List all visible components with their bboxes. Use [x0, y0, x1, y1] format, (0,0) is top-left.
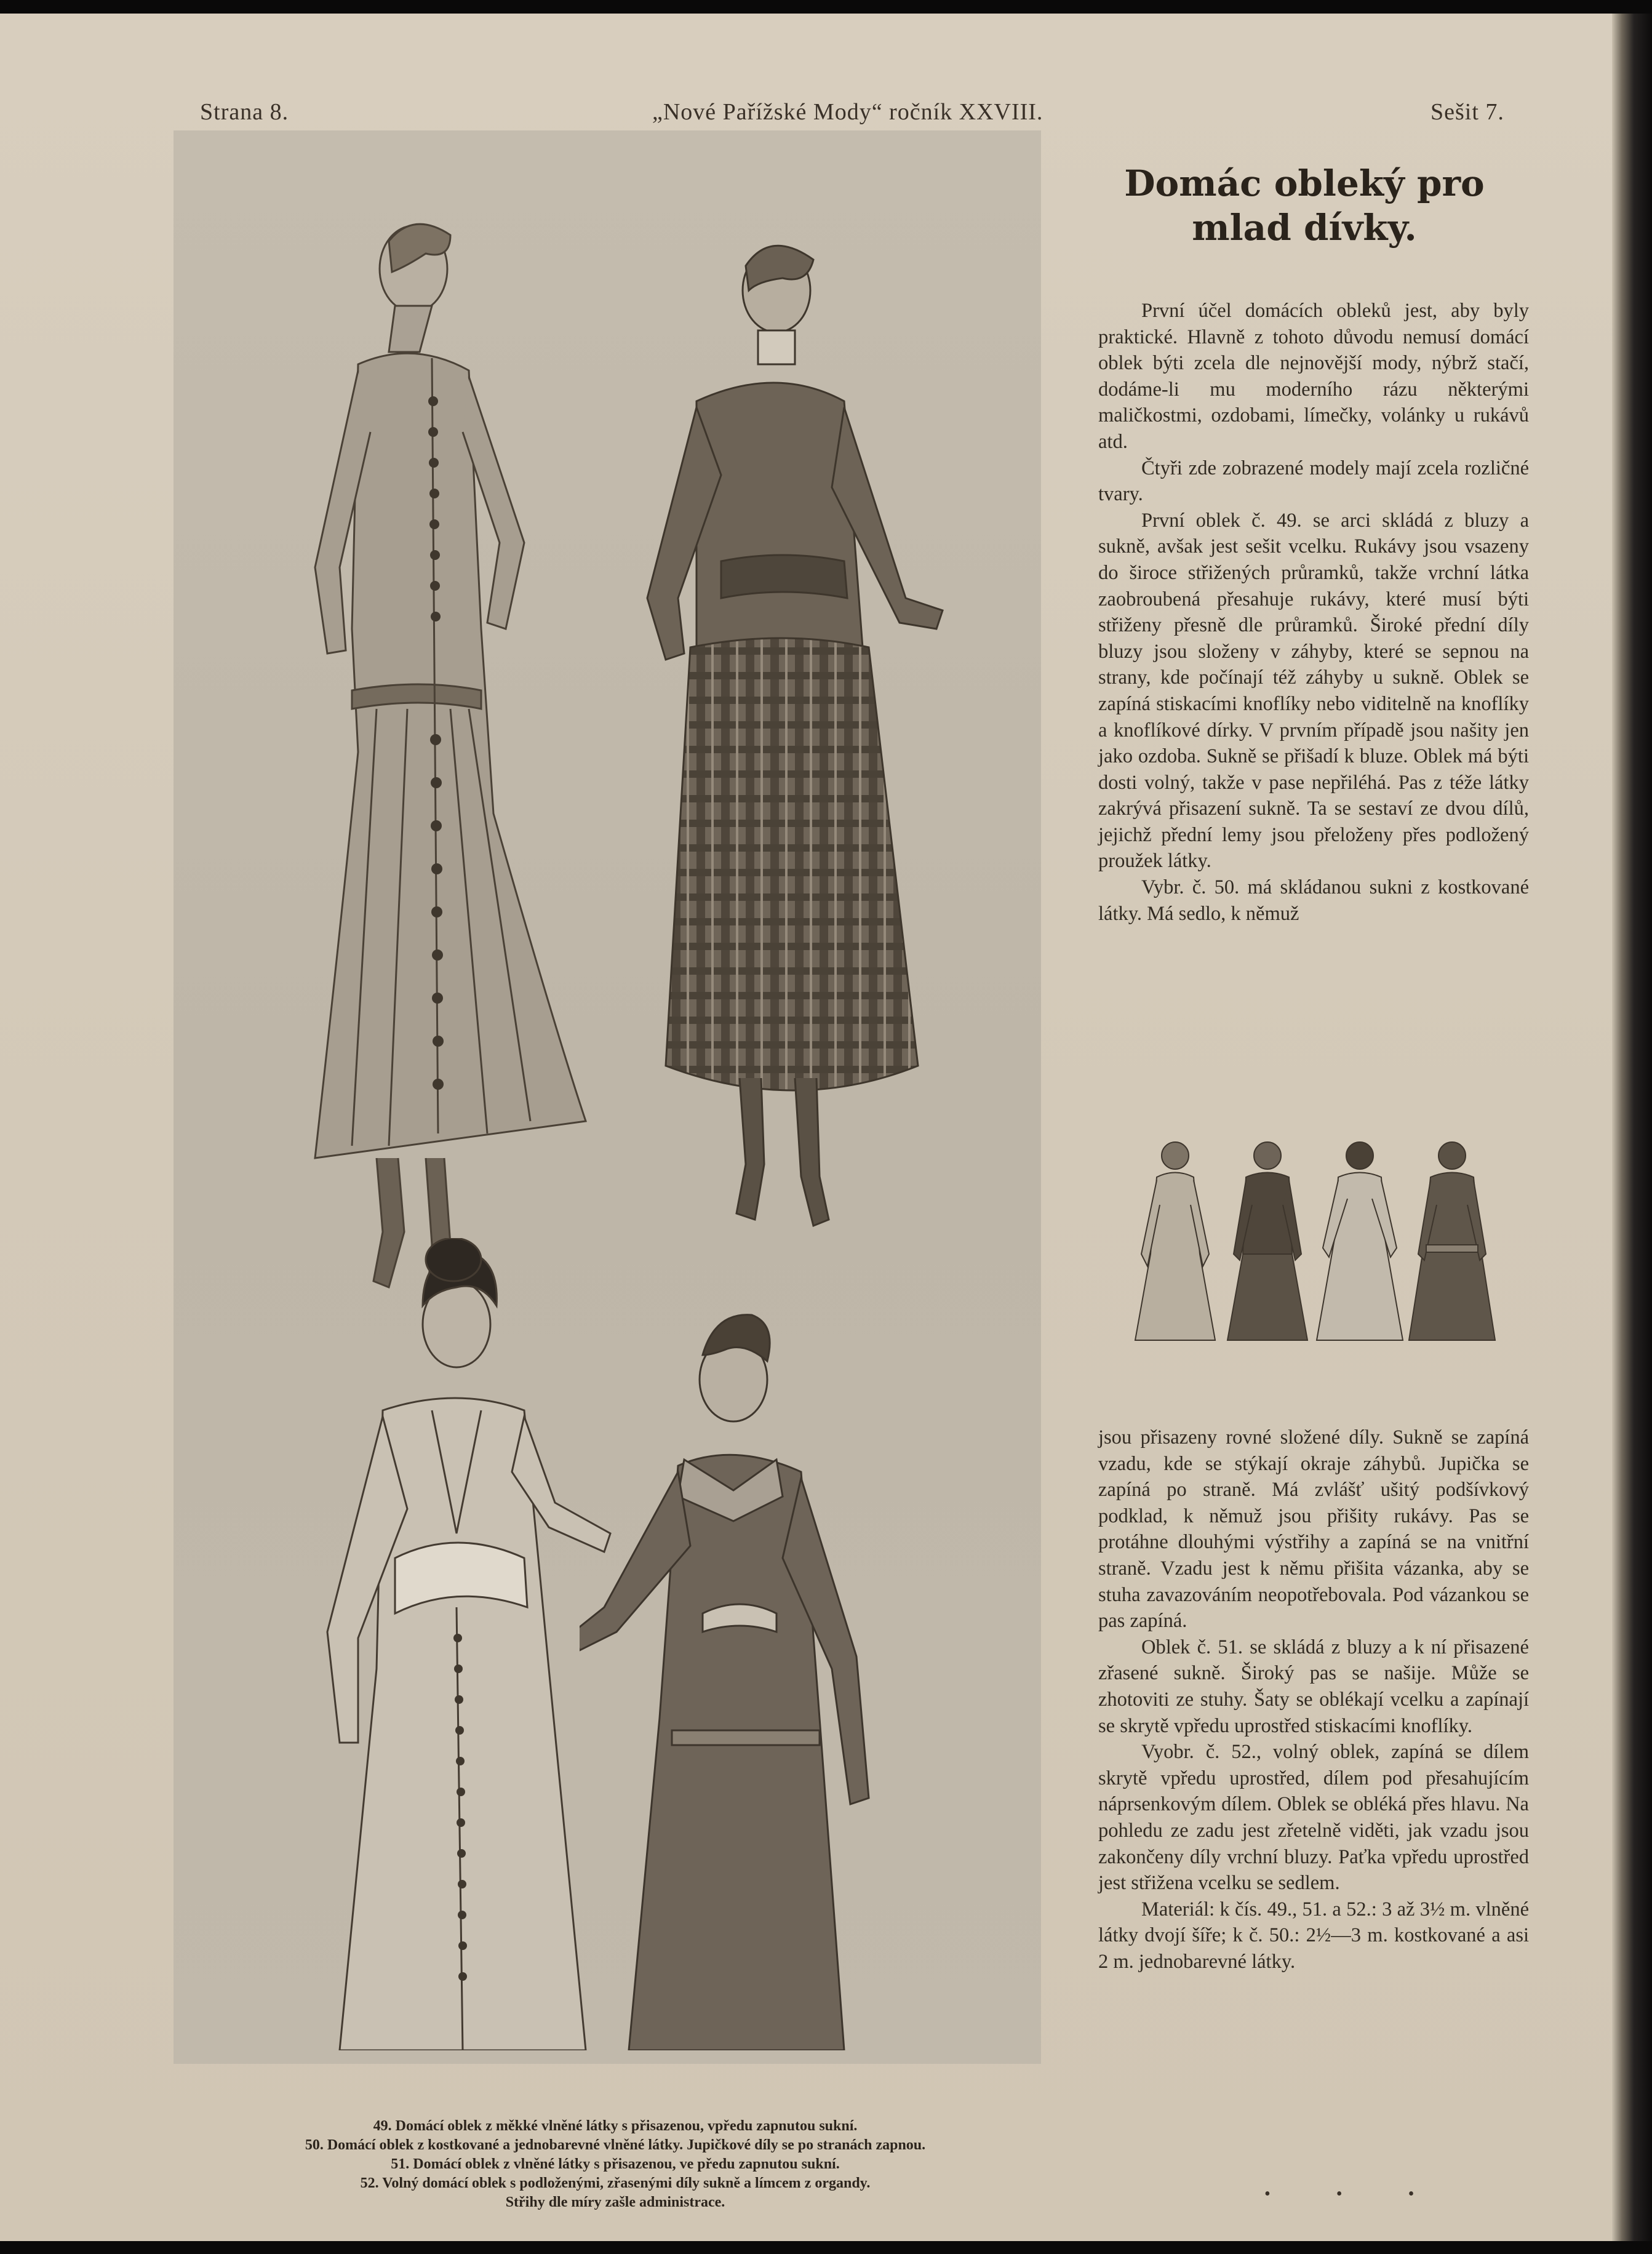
- paragraph: První účel domácích obleků jest, aby byly praktické. Hlavně z tohoto důvodu nemusí domácí oblek býti zcela dle nejnovější mody, nýbrž stačí, dodáme-li mu moderního rázu některými maličkostmi, ozdobami, límečky, volánky u rukávů atd.: [1098, 300, 1529, 453]
- caption-line: 49. Domácí oblek z měkké vlněné látky s přisazenou, vpředu zapnutou sukní.: [373, 2118, 858, 2134]
- article-title: [1083, 161, 1526, 250]
- plate-caption: [185, 2117, 1046, 2212]
- back-view-52: [1409, 1142, 1495, 1340]
- back-view-50: [1227, 1142, 1307, 1340]
- figure-49-illustration: [266, 198, 610, 1367]
- paragraph: Vybr. č. 50. má skládanou sukni z kostkované látky. Má sedlo, k němuž: [1098, 876, 1529, 925]
- back-view-illustrations: [1107, 1131, 1514, 1354]
- caption-line: 50. Domácí oblek z kostkované a jednobarevné vlněné látky. Jupičkové díly se po stranách zapnou.: [305, 2137, 926, 2153]
- article-text-lower: [1098, 1425, 1529, 1975]
- back-view-49: [1135, 1142, 1215, 1340]
- end-ornament: • • •: [1264, 2184, 1445, 2204]
- article-title-line: Domác obleký pro: [1124, 162, 1485, 204]
- paragraph: jsou přisazeny rovné složené díly. Sukně se zapíná vzadu, kde se stýkají okraje záhybů. Jupička se zapíná po straně. Má zvlášť ušitý podšívkový podklad, k němuž jsou přišity rukávy. Pas se protáhne dlouhými výstřihy a zapíná se na vnitřní straně. Vzadu jest k němu přišita vázanka, aby se stuha zavazováním neopotřebovala. Pod vázankou se pas zapíná.: [1098, 1426, 1529, 1633]
- article-text-upper: [1098, 298, 1529, 927]
- paragraph: Vyobr. č. 52., volný oblek, zapíná se dílem skrytě vpředu uprostřed, dílem pod přesahujícím náprsenkovým dílem. Oblek se obléká přes hlavu. Na pohledu ze zadu jest zřetelně viděti, jak vzadu jsou zakončeny díly vrchní bluzy. Paťka vpředu uprostřed jest střižena vcelku se sedlem.: [1098, 1741, 1529, 1895]
- article-title-line: mlad dívky.: [1192, 207, 1417, 249]
- caption-line: 52. Volný domácí oblek s podloženými, zřasenými díly sukně a límcem z organdy.: [360, 2175, 871, 2191]
- journal-title: „Nové Pařížské Mody“ ročník XXVIII.: [652, 99, 1043, 125]
- paragraph: Čtyři zde zobrazené modely mají zcela rozličné tvary.: [1098, 457, 1529, 506]
- figure-50-illustration: [573, 204, 967, 1373]
- paragraph: První oblek č. 49. se arci skládá z bluzy a sukně, avšak jest sešit vcelku. Rukávy jsou vsazeny do široce střižených průramků, takže vrchní látka zaobroubená přesahuje rukávy, které musí býti střiženy přesně dle průramků. Široké přední díly bluzy jsou složeny v záhyby, které se sepnou na strany, kde počínají též záhyby u sukně. Oblek se zapíná stiskacími knoflíky nebo viditelně na knoflíky a knoflíkové dírky. V prvním případě jsou našity jen jako ozdoba. Sukně se přišadí k bluze. Oblek má býti dosti volný, takže v pase nepřiléhá. Pas z téže látky zakrývá přisazení sukně. Ta se sestaví ze dvou dílů, jejichž přední lemy jsou přeloženy přes podložený proužek látky.: [1098, 509, 1529, 873]
- caption-line: 51. Domácí oblek z vlněné látky s přisazenou, ve předu zapnutou sukní.: [391, 2156, 840, 2172]
- paragraph: Oblek č. 51. se skládá z bluzy a k ní přisazené zřasené sukně. Široký pas se našije. Může se zhotoviti ze stuhy. Šaty se oblékají vcelku a zapínají se skrytě vpředu uprostřed stiskacími knoflíky.: [1098, 1636, 1529, 1737]
- issue-number: Sešit 7.: [1431, 99, 1504, 125]
- figure-52-illustration: [580, 1287, 924, 2050]
- caption-line: Střihy dle míry zašle administrace.: [505, 2194, 725, 2210]
- page-number: Strana 8.: [200, 99, 289, 125]
- fashion-plate: [174, 130, 1041, 2064]
- back-view-51: [1317, 1142, 1403, 1340]
- paragraph: Materiál: k čís. 49., 51. a 52.: 3 až 3½ m. vlněné látky dvojí šíře; k č. 50.: 2½—3 m. kostkované a asi 2 m. jednobarevné látky.: [1098, 1898, 1529, 1973]
- book-spine: [1612, 14, 1652, 2241]
